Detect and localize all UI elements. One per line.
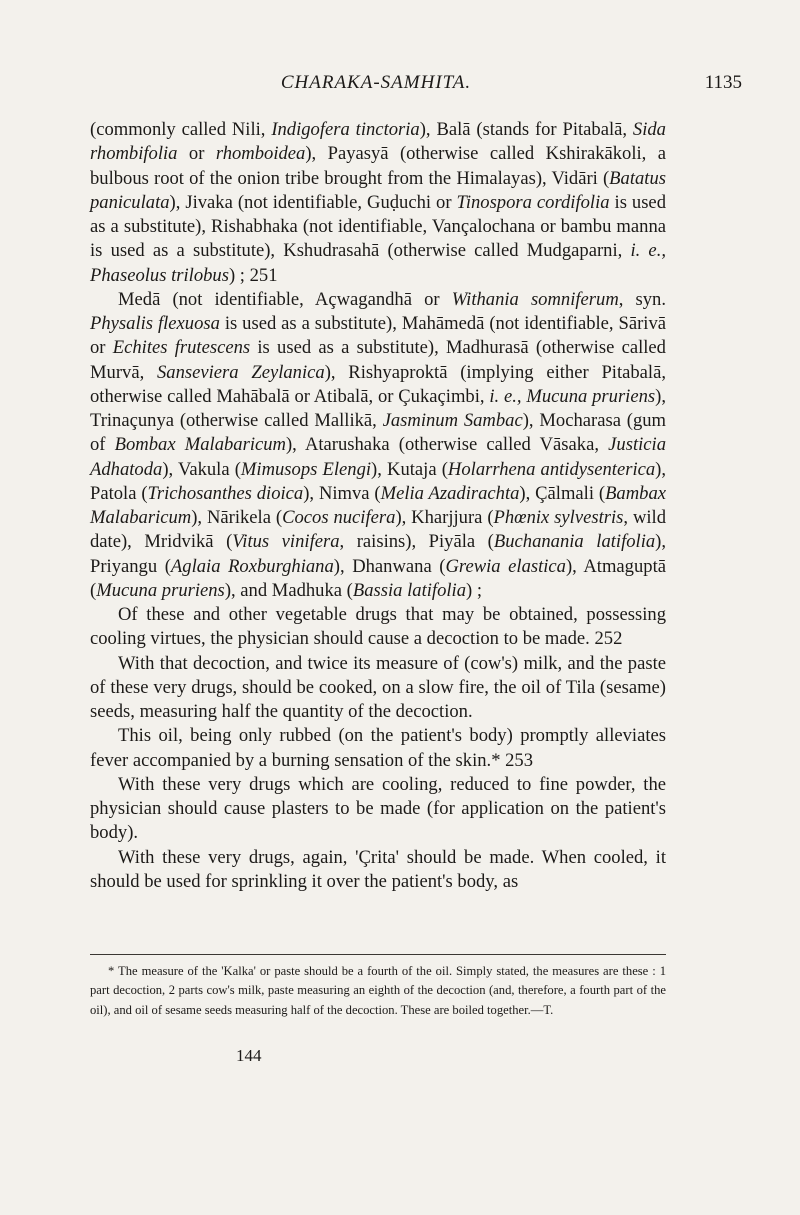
text-run: With that decoction, and twice its measure of (cow's) milk, and the paste of these very drugs, should be cooked, on a slow fire, the oil of Tila (sesame) seeds, measuring half the quantity of the decoction. — [90, 652, 666, 722]
botanical-name: Sanseviera Zeylanica — [157, 361, 325, 383]
paragraph — [90, 773, 666, 846]
text-run: ), Priyangu ( — [90, 531, 667, 577]
paragraph — [90, 652, 666, 725]
botanical-name: Mucuna pruriens — [96, 579, 225, 601]
text-run: ), Payasyā (otherwise called Kshirakākoli, a bulbous root of the onion tribe brought from the Himalayas), Vidāri ( — [90, 143, 666, 189]
text-run: or — [177, 143, 216, 165]
text-run: ) ; — [466, 579, 483, 601]
text-run: ), and Madhuka ( — [224, 579, 353, 601]
text-run: is used as a substitute), Madhurasā (otherwise called Murvā, — [90, 337, 666, 383]
botanical-name: Phœnix sylvestris — [493, 507, 624, 528]
botanical-name: Holarrhena antidysenterica — [447, 458, 656, 480]
botanical-name: i. e., Phaseolus trilobus — [90, 240, 666, 286]
text-run: is used as a substitute), Mahāmedā (not identifiable, Sārivā or — [90, 313, 666, 359]
paragraph — [90, 288, 666, 603]
paragraph — [90, 846, 666, 895]
botanical-name: Buchanania latifolia — [493, 531, 656, 553]
botanical-name: Echites frutescens — [112, 337, 251, 359]
botanical-name: rhomboidea — [215, 143, 306, 165]
text-run: ), Dhanwana ( — [333, 555, 446, 577]
page-number: 1135 — [704, 72, 742, 93]
text-run: , raisins), Piyāla ( — [339, 531, 494, 553]
botanical-name: Jasminum Sambac — [382, 410, 523, 431]
botanical-name: Physalis flexuosa — [90, 313, 220, 334]
text-run: , syn. — [618, 288, 666, 310]
text-run: ), Atmaguptā ( — [90, 555, 666, 601]
footnote-divider — [90, 954, 666, 955]
text-run: With these very drugs which are cooling, reduced to fine powder, the physician should cause plasters to be made (for application on the patient's body). — [90, 773, 666, 844]
paragraph — [90, 724, 666, 773]
text-run: ), Rishyaproktā (implying either Pitabalā, otherwise called Mahābalā or Atibalā, or Çukaçimbi, — [90, 361, 666, 407]
botanical-name: Trichosanthes dioica — [147, 482, 304, 504]
page-header — [90, 72, 742, 100]
botanical-name: Sida rhombifolia — [90, 119, 666, 165]
botanical-name: Aglaia Roxburghiana — [170, 555, 334, 577]
botanical-name: Indigofera tinctoria — [271, 119, 420, 140]
text-run: With these very drugs, again, 'Çrita' should be made. When cooled, it should be used for sprinkling it over the patient's body, as — [90, 846, 666, 892]
text-run: ), Jivaka (not identifiable, Guḍuchi or — [169, 191, 457, 213]
botanical-name: Cocos nucifera — [282, 507, 396, 528]
text-run: ), Çālmali ( — [519, 482, 606, 504]
text-run: is used as a substitute), Rishabhaka (not identifiable, Vançalochana or bambu manna is used as a substitute), Kshudrasahā (otherwise called Mudgaparni, — [90, 191, 666, 262]
text-run: ), Vakula ( — [162, 458, 241, 480]
botanical-name: Bassia latifolia — [352, 579, 466, 601]
botanical-name: Grewia elastica — [445, 555, 566, 577]
text-run: ), Patola ( — [90, 458, 666, 504]
botanical-name: Justicia Adhatoda — [90, 434, 666, 480]
botanical-name: Melia Azadirachta — [380, 482, 520, 504]
botanical-name: Mimusops Elengi — [240, 458, 372, 480]
text-run: ), Kutaja ( — [371, 458, 448, 480]
botanical-name: Batatus paniculata — [90, 167, 666, 213]
text-run: This oil, being only rubbed (on the patient's body) promptly alleviates fever accompanied by a burning sensation of the skin.* 253 — [90, 725, 666, 771]
text-run: ), Nimva ( — [303, 482, 381, 504]
paragraph — [90, 603, 666, 652]
text-run: ), Kharjjura ( — [395, 507, 494, 528]
text-run: ), Nārikela ( — [191, 507, 283, 528]
text-run: , wild date), Mridvikā ( — [90, 507, 666, 553]
paragraph — [90, 118, 666, 288]
text-run: ), Trinaçunya (otherwise called Mallikā, — [90, 385, 666, 431]
footnote: * The measure of the 'Kalka' or paste should be a fourth of the oil. Simply stated, the measures are these : 1 part decoction, 2 parts cow's milk, paste measuring an eighth of the decoction (and, therefore, a fourth part of the oil), and oil of sesame seeds measuring half of the decoction. These are boiled together.—T. — [90, 964, 666, 1017]
signature-mark: 144 — [236, 1046, 262, 1065]
text-run: ), Atarushaka (otherwise called Vāsaka, — [285, 434, 609, 456]
botanical-name: Bombax Malabaricum — [114, 434, 286, 456]
text-run: Of these and other vegetable drugs that may be obtained, possessing cooling virtues, the physician should cause a decoction to be made. 252 — [90, 604, 666, 650]
text-run: (commonly called Nili, — [90, 119, 272, 140]
running-title: CHARAKA-SAMHITA. — [280, 72, 472, 93]
main-text — [90, 118, 666, 894]
text-run: Medā (not identifiable, Açwagandhā or — [118, 288, 452, 310]
text-run: ) ; 251 — [228, 264, 278, 286]
botanical-name: Vitus vinifera — [232, 531, 340, 553]
text-run: ), Balā (stands for Pitabalā, — [419, 119, 633, 140]
botanical-name: Bambax Malabaricum — [90, 482, 666, 528]
text-run: ), Mocharasa (gum of — [90, 410, 667, 456]
botanical-name: Tinospora cordifolia — [456, 191, 610, 213]
botanical-name: Withania somniferum — [451, 288, 619, 310]
botanical-name: i. e., Mucuna pruriens — [489, 385, 656, 407]
